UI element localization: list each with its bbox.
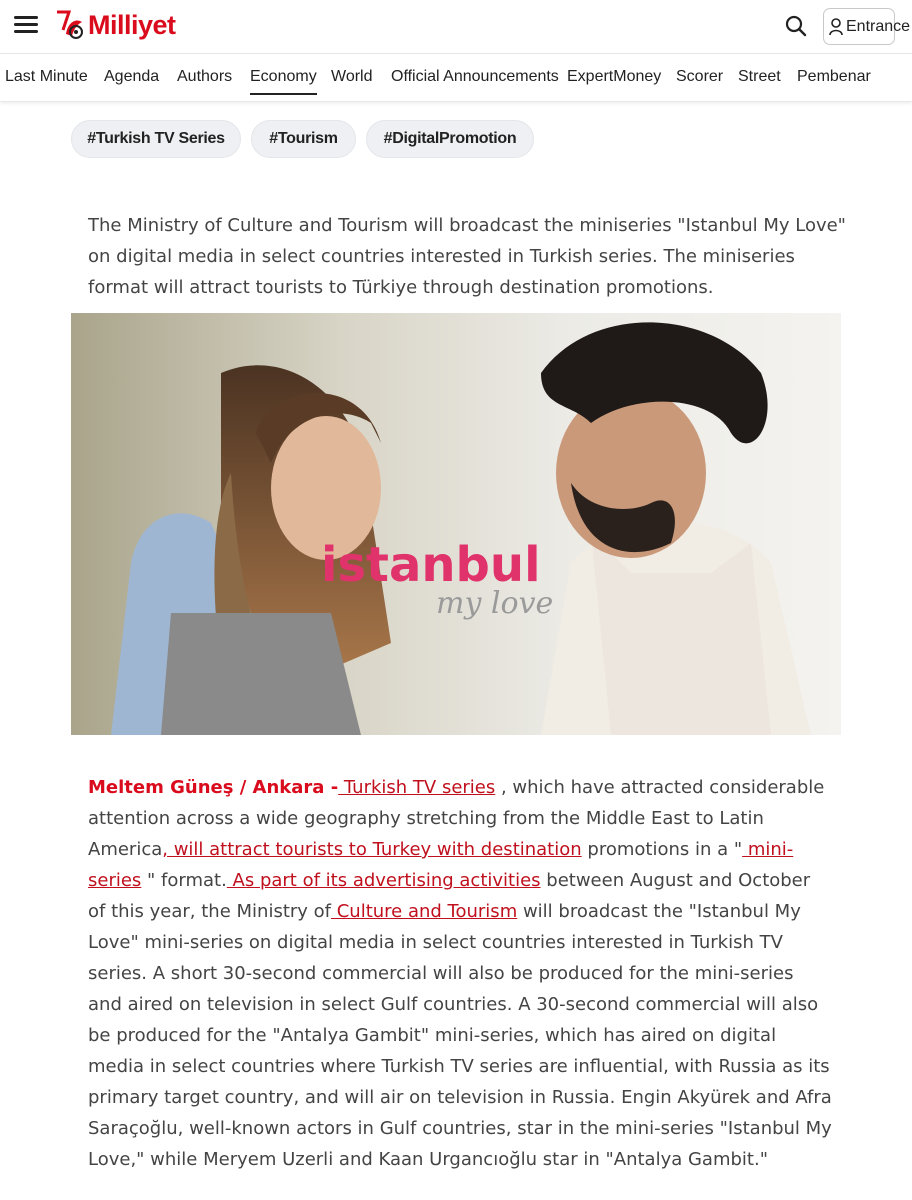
nav-item-pembenar[interactable]: Pembenar [797, 68, 871, 85]
nav-item-last-minute[interactable]: Last Minute [5, 68, 88, 85]
nav-item-scorer[interactable]: Scorer [676, 68, 724, 85]
tag-tourism[interactable]: #Tourism [251, 120, 356, 158]
hamburger-menu-icon[interactable] [14, 14, 40, 36]
body-text-1: , which have attracted considerable attention across a wide geography stretching from the Middle East to Latin America [88, 777, 825, 860]
article-byline: Meltem Güneş / Ankara - [88, 777, 339, 798]
logo-text: Milliyet [88, 9, 176, 40]
article-lead: The Ministry of Culture and Tourism will broadcast the miniseries "Istanbul My Love" on digital media in select countries interested in Turkish series. The miniseries format will attract tourists to Türkiye through destination promotions. [88, 215, 846, 298]
body-text-5: will broadcast the "Istanbul My Love" mini-series on digital media in select countries interested in Turkish TV series. A short 30-second commercial will also be produced for the mini-series and aired on television in select Gulf countries. A 30-second commercial will also be produced for the "Antalya Gambit" mini-series, which has aired on digital media in select countries where Turkish TV series are influential, with Russia as its primary target country, and will air on television in Russia. Engin Akyürek and Afra Saraçoğlu, well-known actors in Gulf countries, star in the mini-series "Istanbul My Love," while Meryem Uzerli and Kaan Urgancıoğlu star in "Antalya Gambit." [88, 901, 832, 1170]
link-advertising-activities[interactable]: As part of its advertising activities [226, 870, 541, 891]
nav-item-world[interactable]: World [331, 68, 373, 85]
search-icon[interactable] [784, 14, 808, 38]
body-text-2: promotions in a " [581, 839, 743, 860]
link-attract-tourists[interactable]: , will attract tourists to Turkey with destination [162, 839, 582, 860]
nav-item-official-announcements[interactable]: Official Announcements [391, 68, 559, 85]
user-icon [829, 18, 843, 36]
category-nav [0, 55, 912, 102]
nav-item-agenda[interactable]: Agenda [104, 68, 160, 85]
link-turkish-tv-series[interactable]: Turkish TV series [338, 777, 496, 798]
link-mini-series[interactable]: mini-series [88, 839, 794, 891]
hero-script-text: my love [436, 586, 554, 621]
article-hero-image [71, 313, 841, 735]
link-culture-and-tourism[interactable]: Culture and Tourism [331, 901, 518, 922]
milliyet-logo[interactable] [54, 7, 176, 43]
nav-item-street[interactable]: Street [738, 68, 781, 85]
logo-emblem-icon [54, 8, 86, 42]
login-button[interactable] [823, 8, 911, 45]
nav-item-expertmoney[interactable]: ExpertMoney [567, 68, 662, 85]
nav-item-authors[interactable]: Authors [177, 68, 233, 85]
tag-turkish-tv-series[interactable]: #Turkish TV Series [71, 120, 241, 158]
article-body [88, 772, 832, 1175]
nav-item-economy[interactable]: Economy [250, 68, 317, 95]
hero-title-text: istanbul [321, 537, 541, 593]
body-text-3: " format. [141, 870, 227, 891]
login-label: Entrance [846, 17, 911, 35]
top-header [0, 0, 912, 54]
tag-digital-promotion[interactable]: #DigitalPromotion [366, 120, 534, 158]
body-text-4: between August and October of this year, the Ministry of [88, 870, 811, 922]
